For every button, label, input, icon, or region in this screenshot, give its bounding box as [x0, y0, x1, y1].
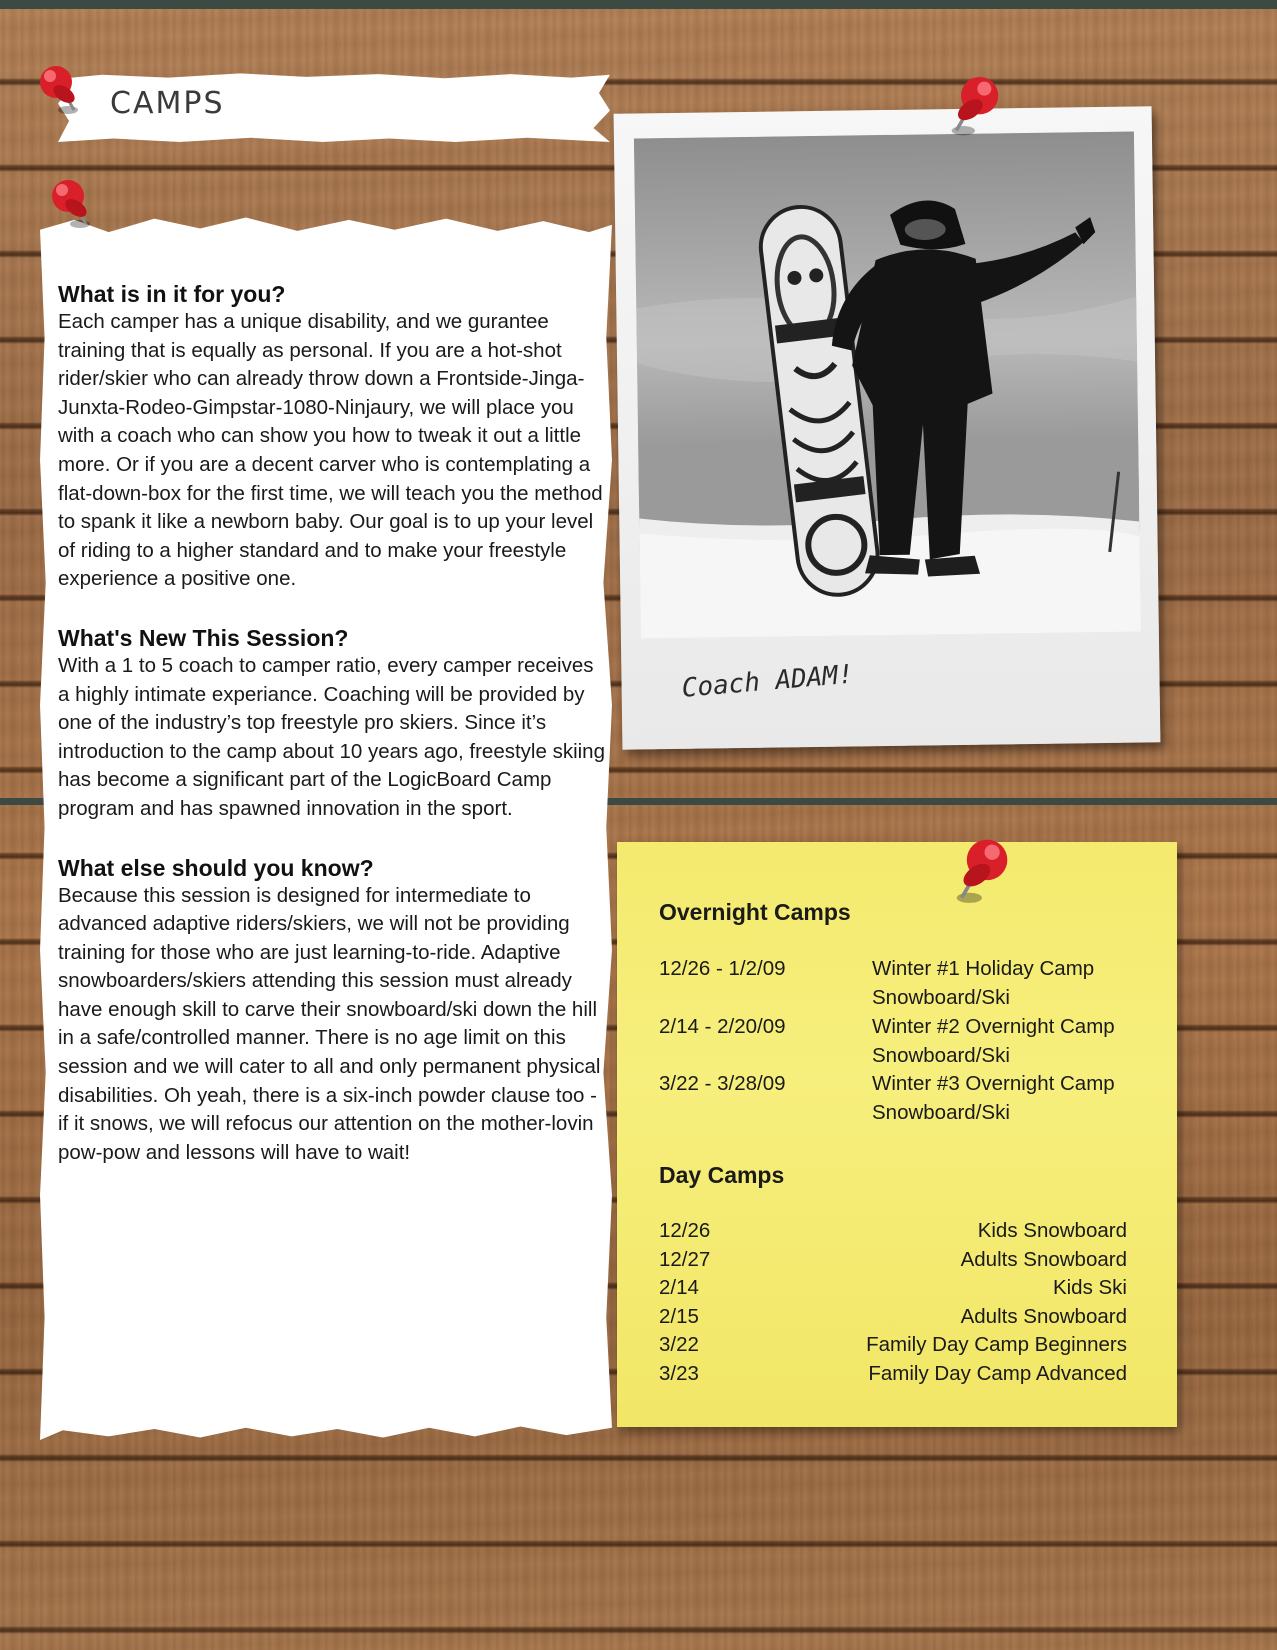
- camp-date: 12/26 - 1/2/09: [659, 957, 786, 980]
- snowboarder-illustration: [634, 132, 1141, 639]
- camp-type: Snowboard/Ski: [872, 1043, 1010, 1067]
- camp-details: [872, 955, 1172, 1012]
- overnight-camp-row: [659, 955, 1139, 1012]
- camp-date: 3/23: [659, 1362, 699, 1385]
- day-camp-row: [659, 1217, 1127, 1245]
- camp-details: [872, 1013, 1172, 1070]
- push-pin-icon: [28, 58, 88, 118]
- camp-name: Winter #2 Overnight Camp: [872, 1015, 1115, 1038]
- day-camp-row: [659, 1274, 1127, 1302]
- section-body-benefits: Each camper has a unique disability, and we gurantee training that is equally as personal. If you are a hot-shot rider/skier who can already throw down a Frontside-Jinga-Junxta-Rodeo-Gimpstar-1080-Ninjaury, we will place you with a coach who can show you how to tweak it out a little more. Or if you are a decent carver who is contemplating a flat-down-box for the first time, we will teach you the method to spank it like a newborn baby. Our goal is to up your level of riding to a higher standard and to make your freestyle experience a positive one.: [58, 310, 603, 591]
- camp-name: Family Day Camp Advanced: [868, 1362, 1127, 1385]
- camp-date: 12/26: [659, 1219, 711, 1242]
- camp-name: Kids Ski: [1052, 1276, 1127, 1299]
- camp-date: 2/14 - 2/20/09: [659, 1015, 786, 1038]
- camp-type: Snowboard/Ski: [872, 1100, 1010, 1124]
- camp-date: 3/22: [659, 1333, 699, 1356]
- push-pin-icon: [40, 172, 100, 232]
- day-camp-row: [659, 1246, 1127, 1274]
- overnight-camps-heading: Overnight Camps: [659, 899, 851, 925]
- push-pin-icon: [944, 832, 1020, 908]
- camp-name: Adults Snowboard: [960, 1248, 1127, 1271]
- snowboarder-photo: [634, 132, 1141, 639]
- day-camp-row: [659, 1331, 1127, 1359]
- section-heading-benefits: What is in it for you?: [58, 281, 286, 307]
- camp-date: 12/27: [659, 1248, 711, 1271]
- camp-date: 3/22 - 3/28/09: [659, 1072, 786, 1095]
- camp-date: 2/15: [659, 1305, 699, 1328]
- camp-name: Adults Snowboard: [960, 1305, 1127, 1328]
- day-camps-heading: Day Camps: [659, 1162, 785, 1188]
- overnight-camp-row: [659, 1070, 1139, 1127]
- camp-name: Kids Snowboard: [977, 1219, 1127, 1242]
- top-edge-strip: [0, 0, 1277, 9]
- section-body-know: Because this session is designed for intermediate to advanced adaptive riders/skiers, we will not be providing training for those who are just learning-to-ride. Adaptive snowboarders/skiers attending this session must already have enough skill to carve their snowboard/ski down the hill in a safe/controlled manner. There is no age limit on this session and we will cater to all and only permanent physical disabilities. Oh yeah, there is a six-inch powder clause too - if it snows, we will refocus our attention on the mother-lovin pow-pow and lessons will have to wait!: [58, 883, 601, 1164]
- camp-name: Family Day Camp Beginners: [866, 1333, 1127, 1356]
- camp-name: Winter #3 Overnight Camp: [872, 1072, 1115, 1095]
- section-heading-new: What's New This Session?: [58, 624, 349, 651]
- page-title: CAMPS: [110, 86, 225, 121]
- camp-details: [872, 1070, 1172, 1127]
- day-camp-row: [659, 1360, 1127, 1388]
- camp-name: Winter #1 Holiday Camp: [872, 957, 1095, 980]
- camp-date: 2/14: [659, 1276, 699, 1299]
- article-body: [58, 280, 606, 1197]
- camp-type: Snowboard/Ski: [872, 985, 1010, 1009]
- overnight-camp-row: [659, 1013, 1139, 1070]
- day-camp-row: [659, 1303, 1127, 1331]
- section-heading-know: What else should you know?: [58, 854, 374, 881]
- push-pin-icon: [940, 70, 1010, 140]
- section-body-new: With a 1 to 5 coach to camper ratio, every camper receives a highly intimate experiance. Coaching will be provided by one of the industry’s top freestyle pro skiers. Since it’s introduction to the camp about 10 years ago, freestyle skiing has become a significant part of the LogicBoard Camp program and has spawned innovation in the sport.: [58, 653, 605, 820]
- photo-caption: Coach ADAM!: [680, 659, 855, 704]
- schedule-sticky-note: [617, 842, 1177, 1427]
- polaroid-photo: [614, 106, 1161, 749]
